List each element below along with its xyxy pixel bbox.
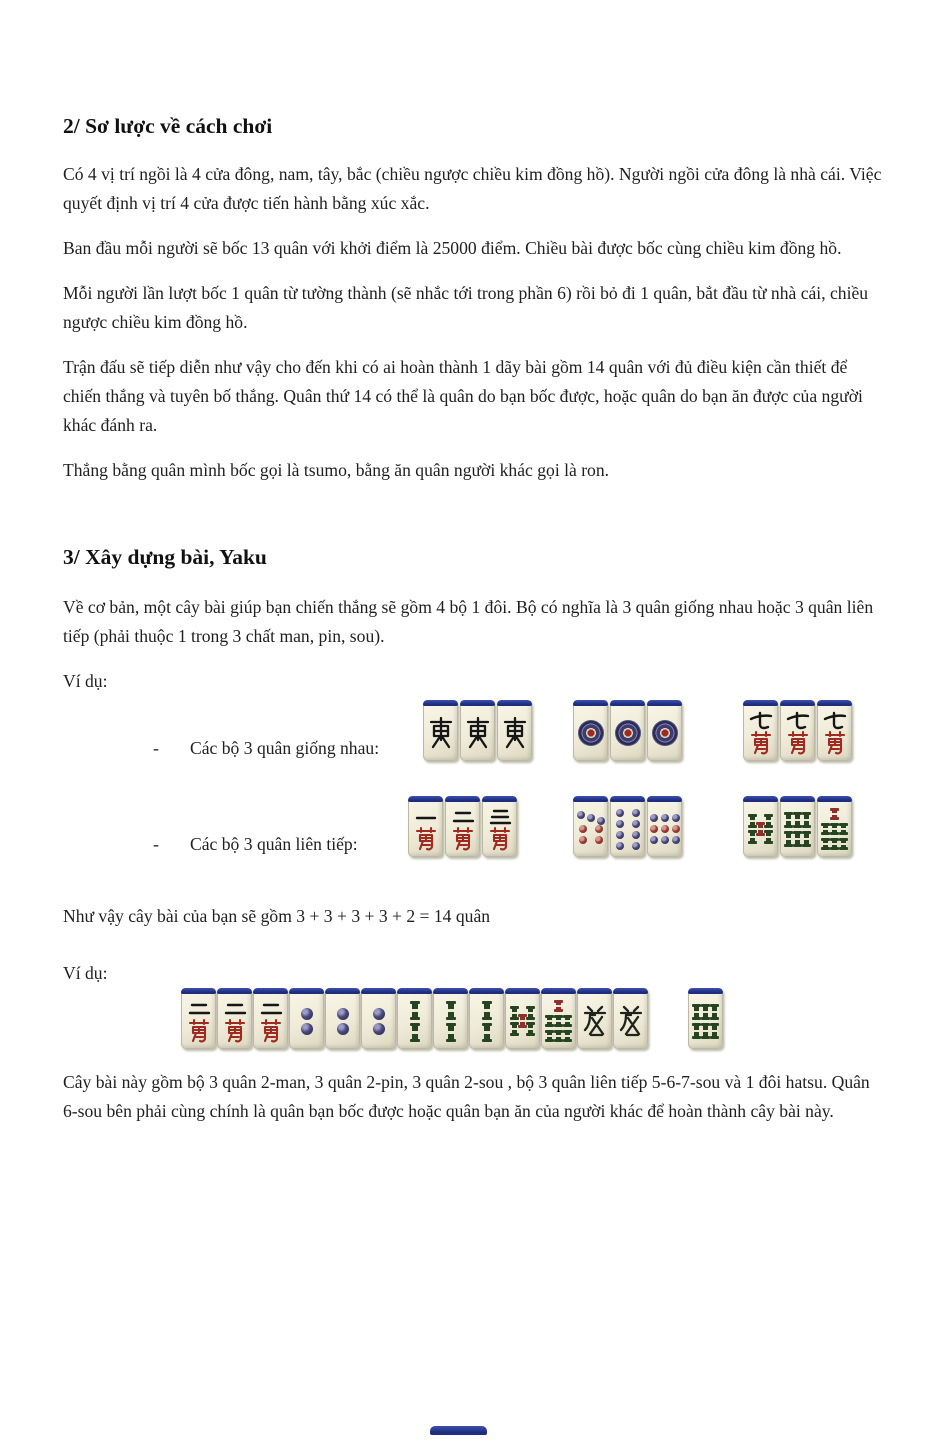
tile-face xyxy=(254,994,287,1048)
mahjong-tile-2s xyxy=(469,988,504,1049)
example-hand-image xyxy=(63,988,888,1052)
mahjong-tile-7s xyxy=(541,988,576,1049)
document-page xyxy=(0,112,950,1456)
tile-face xyxy=(470,994,503,1048)
mahjong-tile-7s xyxy=(817,796,852,857)
cut-off-tile-top-edge xyxy=(430,1426,487,1435)
tile-face xyxy=(498,706,531,760)
mahjong-tile-1p xyxy=(610,700,645,761)
mahjong-tile-E xyxy=(423,700,458,761)
tile-face xyxy=(434,994,467,1048)
tile-face xyxy=(398,994,431,1048)
tile-face xyxy=(611,706,644,760)
tile-face xyxy=(182,994,215,1048)
tile-group-7man-triplet xyxy=(743,700,852,761)
mahjong-tile-5s xyxy=(505,988,540,1049)
mahjong-tile-2s xyxy=(433,988,468,1049)
tile-face xyxy=(446,802,479,856)
bullet-text xyxy=(153,734,379,763)
mahjong-tile-6s xyxy=(688,988,723,1049)
tile-face xyxy=(542,994,575,1048)
mahjong-tile-7m xyxy=(780,700,815,761)
paragraph-hand-structure: Về cơ bản, một cây bài giúp bạn chiến thắng sẽ gồm 4 bộ 1 đôi. Bộ có nghĩa là 3 quân giống nhau hoặc 3 quân liên tiếp (phải thuộc 1 trong 3 chất man, pin, sou). xyxy=(63,597,874,646)
tile-face xyxy=(461,706,494,760)
bullet-dash: - xyxy=(153,834,159,854)
mahjong-tile-2m xyxy=(445,796,480,857)
paragraph-seating: Có 4 vị trí ngồi là 4 cửa đông, nam, tây, bắc (chiều ngược chiều kim đồng hồ). Người ngồi cửa đông là nhà cái. Việc quyết định vị trí 4 cửa được tiến hành bằng xúc xắc. xyxy=(63,164,882,213)
bullet-text xyxy=(153,830,358,859)
mahjong-tile-F xyxy=(613,988,648,1049)
mahjong-tile-2p xyxy=(361,988,396,1049)
paragraph-hand-explanation: Cây bài này gồm bộ 3 quân 2-man, 3 quân 2-pin, 3 quân 2-sou , bộ 3 quân liên tiếp 5-6-7-sou và 1 đôi hatsu. Quân 6-sou bên phải cùng chính là quân bạn bốc được hoặc quân bạn ăn của người khác để hoàn thành cây bài này. xyxy=(63,1072,870,1121)
mahjong-tile-2p xyxy=(325,988,360,1049)
mahjong-tile-7p xyxy=(573,796,608,857)
tile-face xyxy=(781,802,814,856)
tile-group-pin-sequence xyxy=(573,796,682,857)
tile-face xyxy=(218,994,251,1048)
paragraph-start-draw: Ban đầu mỗi người sẽ bốc 13 quân với khởi điểm là 25000 điểm. Chiều bài được bốc cùng chiều kim đồng hồ. xyxy=(63,238,842,258)
mahjong-tile-2m xyxy=(253,988,288,1049)
mahjong-tile-2m xyxy=(217,988,252,1049)
tile-group-1pin-triplet xyxy=(573,700,682,761)
tile-face xyxy=(409,802,442,856)
bullet-row-identical-sets xyxy=(63,696,888,792)
tile-face xyxy=(818,706,851,760)
mahjong-tile-E xyxy=(460,700,495,761)
tile-face xyxy=(574,706,607,760)
mahjong-tile-2s xyxy=(397,988,432,1049)
tile-face xyxy=(818,802,851,856)
mahjong-tile-F xyxy=(577,988,612,1049)
example-label-2: Ví dụ: xyxy=(63,963,108,983)
mahjong-tile-E xyxy=(497,700,532,761)
mahjong-tile-5s xyxy=(743,796,778,857)
tile-face xyxy=(506,994,539,1048)
bullet-label-identical: Các bộ 3 quân giống nhau: xyxy=(190,738,380,758)
tile-face xyxy=(424,706,457,760)
paragraph-turn-order: Mỗi người lần lượt bốc 1 quân từ tường thành (sẽ nhắc tới trong phần 6) rồi bỏ đi 1 quân, bắt đầu từ nhà cái, chiều ngược chiều kim đồng hồ. xyxy=(63,283,869,332)
tile-face xyxy=(326,994,359,1048)
mahjong-tile-2p xyxy=(289,988,324,1049)
mahjong-tile-9p xyxy=(647,796,682,857)
tile-face xyxy=(362,994,395,1048)
hand-total-line: Như vậy cây bài của bạn sẽ gồm 3 + 3 + 3 + 3 + 2 = 14 quân xyxy=(63,906,491,926)
tile-face xyxy=(614,994,647,1048)
tile-face xyxy=(744,802,777,856)
mahjong-tile-7m xyxy=(743,700,778,761)
tile-group-man-sequence xyxy=(408,796,517,857)
tile-face xyxy=(648,706,681,760)
mahjong-tile-8p xyxy=(610,796,645,857)
tile-face xyxy=(483,802,516,856)
section-3-heading: 3/ Xây dựng bài, Yaku xyxy=(63,545,267,569)
paragraph-tsumo-ron: Thắng bằng quân mình bốc gọi là tsumo, bằng ăn quân người khác gọi là ron. xyxy=(63,460,610,480)
mahjong-tile-2m xyxy=(181,988,216,1049)
bullet-dash: - xyxy=(153,738,159,758)
hand-13-tiles xyxy=(181,988,648,1049)
mahjong-tile-1p xyxy=(573,700,608,761)
mahjong-tile-3m xyxy=(482,796,517,857)
bullet-label-sequence: Các bộ 3 quân liên tiếp: xyxy=(190,834,358,854)
mahjong-tile-1m xyxy=(408,796,443,857)
tile-face xyxy=(781,706,814,760)
section-2-heading: 2/ Sơ lược về cách chơi xyxy=(63,114,273,138)
mahjong-tile-1p xyxy=(647,700,682,761)
tile-face xyxy=(290,994,323,1048)
tile-group-east-triplet xyxy=(423,700,532,761)
tile-face xyxy=(611,802,644,856)
paragraph-winning-condition: Trận đấu sẽ tiếp diễn như vậy cho đến khi có ai hoàn thành 1 dãy bài gồm 14 quân với đủ điều kiện cần thiết để chiến thắng và tuyên bố thắng. Quân thứ 14 có thể là quân do bạn bốc được, hoặc quân do bạn ăn được của người khác đánh ra. xyxy=(63,357,863,435)
tile-face xyxy=(648,802,681,856)
example-label-1: Ví dụ: xyxy=(63,671,108,691)
tile-face xyxy=(689,994,722,1048)
tile-group-sou-sequence xyxy=(743,796,852,857)
mahjong-tile-6s xyxy=(780,796,815,857)
tile-face xyxy=(574,802,607,856)
page-content xyxy=(0,112,950,1126)
bullet-row-sequence-sets xyxy=(63,792,888,888)
tile-face xyxy=(744,706,777,760)
tile-face xyxy=(578,994,611,1048)
mahjong-tile-7m xyxy=(817,700,852,761)
hand-drawn-tile xyxy=(688,988,723,1049)
